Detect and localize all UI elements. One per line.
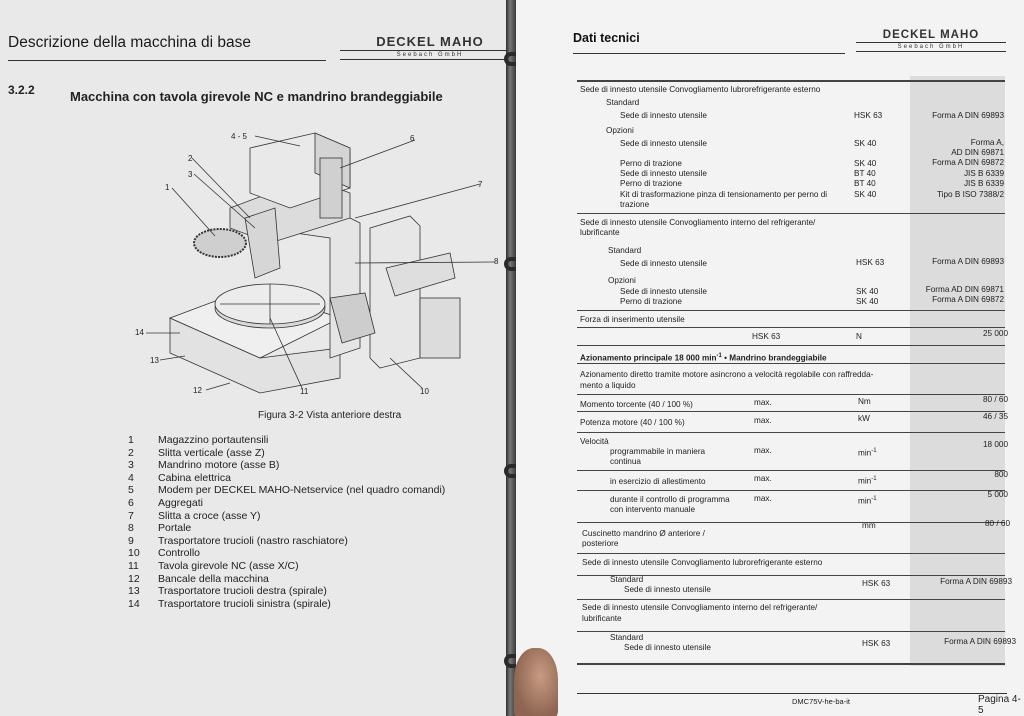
spec-item: Momento torcente (40 / 100 %) bbox=[580, 400, 693, 409]
legend-text: Portale bbox=[158, 522, 192, 535]
legend-row bbox=[128, 472, 445, 485]
legend-num: 13 bbox=[128, 585, 140, 598]
spec-text: Azionamento diretto tramite motore asincrono a velocità regolabile con raffredda- bbox=[580, 370, 874, 379]
legend-text: Slitta a croce (asse Y) bbox=[158, 509, 261, 522]
table-rule bbox=[577, 80, 1005, 82]
section-title: Macchina con tavola girevole NC e mandrino brandeggiabile bbox=[70, 89, 443, 104]
legend-row bbox=[128, 598, 445, 611]
spec-unit: mm bbox=[862, 521, 876, 530]
legend-row bbox=[128, 434, 445, 447]
legend-num: 8 bbox=[128, 522, 134, 535]
spec-unit-min bbox=[858, 446, 877, 459]
spec-item: Kit di trasformazione pinza di tensionamento per perno di bbox=[620, 190, 828, 199]
logo-sub-text: Seebach GmbH bbox=[856, 42, 1006, 52]
spec-label: Standard bbox=[610, 633, 644, 642]
legend-row bbox=[128, 510, 445, 523]
spec-item: posteriore bbox=[582, 539, 619, 548]
spec-unit-min bbox=[858, 474, 877, 487]
legend-text: Modem per DECKEL MAHO-Netservice (nel quadro comandi) bbox=[158, 484, 446, 497]
header-rule bbox=[573, 53, 845, 54]
drive-title-text: Azionamento principale 18 000 min bbox=[580, 353, 717, 363]
legend-text: Controllo bbox=[158, 547, 201, 560]
spec-value: HSK 63 bbox=[856, 258, 885, 267]
table-rule bbox=[577, 432, 1005, 433]
spec-qualifier: max. bbox=[754, 416, 772, 425]
spec-label: Opzioni bbox=[606, 126, 634, 135]
legend-row bbox=[128, 522, 445, 535]
spec-label: Opzioni bbox=[608, 276, 636, 285]
legend-text: Magazzino portautensili bbox=[158, 434, 269, 446]
legend-text: Cabina elettrica bbox=[158, 471, 231, 484]
table-rule bbox=[577, 310, 1005, 311]
spec-qualifier: max. bbox=[754, 474, 772, 483]
table-rule bbox=[577, 631, 1005, 632]
legend-num: 12 bbox=[128, 572, 140, 585]
spec-qualifier: max. bbox=[754, 494, 772, 503]
parts-legend bbox=[128, 434, 445, 610]
spec-value: HSK 63 bbox=[862, 639, 891, 648]
spec-value: BT 40 bbox=[854, 169, 876, 178]
spec-qualifier: max. bbox=[754, 398, 772, 407]
spec-norm: JIS B 6339 bbox=[963, 169, 1004, 178]
table-rule bbox=[577, 470, 1005, 471]
callout-2: 2 bbox=[188, 154, 193, 163]
spec-item: trazione bbox=[620, 200, 650, 209]
table-rule bbox=[577, 553, 1005, 554]
spec-norm: AD DIN 69871 bbox=[951, 148, 1004, 157]
legend-text: Tavola girevole NC (asse X/C) bbox=[158, 559, 299, 572]
legend-row bbox=[128, 484, 445, 497]
table-rule bbox=[577, 411, 1005, 412]
spec-section-title: lubrificante bbox=[582, 614, 622, 623]
spec-item: Sede di innesto utensile bbox=[624, 643, 711, 652]
table-rule bbox=[577, 663, 1005, 665]
callout-13: 13 bbox=[150, 356, 159, 365]
callout-12: 12 bbox=[193, 386, 202, 395]
legend-text: Slitta verticale (asse Z) bbox=[158, 446, 265, 459]
spec-section-title: lubrificante bbox=[580, 228, 620, 237]
spec-number: 80 / 60 bbox=[982, 395, 1008, 404]
callout-14: 14 bbox=[135, 328, 144, 337]
legend-num: 11 bbox=[128, 559, 139, 572]
spec-number: 800 bbox=[994, 470, 1008, 479]
footer-rule bbox=[577, 693, 1007, 694]
spec-item: Sede di innesto utensile bbox=[620, 139, 707, 148]
unit-text: min bbox=[858, 476, 872, 486]
spec-text: mento a liquido bbox=[580, 381, 636, 390]
machine-drawing bbox=[110, 118, 510, 408]
spec-number: 18 000 bbox=[982, 440, 1008, 449]
callout-8: 8 bbox=[494, 257, 499, 266]
spec-number: 46 / 35 bbox=[982, 412, 1008, 421]
spec-value: HSK 63 bbox=[854, 111, 883, 120]
right-page-header: Dati tecnici bbox=[573, 31, 640, 45]
legend-text: Trasportatore trucioli sinistra (spirale) bbox=[158, 597, 331, 610]
drive-title-sup: -1 bbox=[716, 353, 722, 359]
legend-row bbox=[128, 497, 445, 510]
drive-title-rest: • Mandrino brandeggiabile bbox=[721, 353, 827, 363]
spec-unit-min bbox=[858, 494, 877, 507]
table-rule bbox=[577, 213, 1005, 214]
legend-text: Mandrino motore (asse B) bbox=[158, 459, 280, 472]
spec-label: Standard bbox=[606, 98, 640, 107]
spec-item: continua bbox=[610, 457, 641, 466]
callout-6: 6 bbox=[410, 134, 415, 143]
spec-value: SK 40 bbox=[854, 190, 877, 199]
spec-label: Standard bbox=[608, 246, 642, 255]
spec-value: HSK 63 bbox=[862, 579, 891, 588]
legend-num: 14 bbox=[128, 597, 140, 610]
spec-item: Sede di innesto utensile bbox=[620, 169, 707, 178]
legend-num: 10 bbox=[128, 547, 140, 560]
spec-item: Potenza motore (40 / 100 %) bbox=[580, 418, 685, 427]
legend-text: Trasportatore trucioli (nastro raschiatore) bbox=[158, 534, 348, 547]
spec-section-title: Sede di innesto utensile Convogliamento lubrorefrigerante esterno bbox=[582, 558, 823, 567]
footer-document-code: DMC75V-he-ba-it bbox=[792, 697, 850, 706]
spec-item: Sede di innesto utensile bbox=[624, 585, 711, 594]
spec-section-title: Forza di inserimento utensile bbox=[580, 315, 685, 324]
legend-row bbox=[128, 573, 445, 586]
legend-text: Trasportatore trucioli destra (spirale) bbox=[158, 585, 327, 598]
spec-number: 80 / 60 bbox=[984, 519, 1010, 528]
legend-num: 3 bbox=[128, 459, 134, 472]
spec-value: SK 40 bbox=[854, 159, 877, 168]
binder-gutter bbox=[506, 0, 516, 716]
spec-unit: N bbox=[856, 332, 862, 341]
logo-main-text: DECKEL MAHO bbox=[882, 29, 980, 41]
deckel-maho-logo-right bbox=[856, 29, 1006, 52]
spec-item: Perno di trazione bbox=[620, 159, 682, 168]
spec-number: 25 000 bbox=[982, 329, 1008, 338]
callout-3: 3 bbox=[188, 170, 193, 179]
spec-item: Sede di innesto utensile bbox=[620, 111, 707, 120]
spec-value: HSK 63 bbox=[752, 332, 781, 341]
legend-num: 4 bbox=[128, 471, 134, 484]
spec-item: Sede di innesto utensile bbox=[620, 287, 707, 296]
legend-num: 6 bbox=[128, 496, 134, 509]
logo-sub-text: Seebach GmbH bbox=[340, 50, 520, 60]
legend-text: Bancale della macchina bbox=[158, 572, 269, 585]
logo-main-text: DECKEL MAHO bbox=[376, 34, 484, 49]
figure-caption: Figura 3-2 Vista anteriore destra bbox=[258, 410, 402, 421]
spec-item: con intervento manuale bbox=[610, 505, 696, 514]
callout-1: 1 bbox=[165, 183, 170, 192]
spec-norm: Forma A DIN 69872 bbox=[932, 158, 1004, 167]
unit-sup: -1 bbox=[871, 448, 877, 454]
spec-value: SK 40 bbox=[856, 287, 879, 296]
spec-item: programmabile in maniera bbox=[610, 447, 706, 456]
spec-norm: Forma A DIN 69872 bbox=[932, 295, 1004, 304]
spec-value: SK 40 bbox=[856, 297, 879, 306]
legend-num: 5 bbox=[128, 484, 134, 497]
section-number: 3.2.2 bbox=[8, 83, 35, 97]
legend-num: 2 bbox=[128, 446, 134, 459]
table-rule bbox=[577, 345, 1005, 346]
table-rule bbox=[577, 522, 1005, 523]
footer-page-number: Pagina 4-5 bbox=[978, 694, 1021, 716]
spec-norm: Forma A DIN 69893 bbox=[932, 257, 1004, 266]
legend-num: 9 bbox=[128, 534, 134, 547]
spec-section-title: Sede di innesto utensile Convogliamento interno del refrigerante/ bbox=[580, 218, 816, 227]
legend-text: Aggregati bbox=[158, 496, 203, 509]
spec-section-title: Sede di innesto utensile Convogliamento lubrorefrigerante esterno bbox=[580, 85, 821, 94]
callout-4-5: 4 - 5 bbox=[231, 132, 248, 141]
spec-norm: Tipo B ISO 7388/2 bbox=[936, 190, 1004, 199]
spec-item: in esercizio di allestimento bbox=[610, 477, 706, 486]
left-page-header: Descrizione della macchina di base bbox=[8, 34, 251, 51]
legend-row bbox=[128, 560, 445, 573]
callout-10: 10 bbox=[420, 387, 429, 396]
spec-value: BT 40 bbox=[854, 179, 876, 188]
table-rule bbox=[577, 394, 1005, 395]
unit-text: min bbox=[858, 496, 872, 506]
legend-row bbox=[128, 585, 445, 598]
unit-text: min bbox=[858, 448, 872, 458]
spec-item: durante il controllo di programma bbox=[610, 495, 730, 504]
spec-qualifier: max. bbox=[754, 446, 772, 455]
legend-row bbox=[128, 547, 445, 560]
spec-norm: Forma A DIN 69893 bbox=[940, 577, 1012, 586]
callout-11: 11 bbox=[300, 387, 309, 396]
legend-row bbox=[128, 447, 445, 460]
unit-sup: -1 bbox=[871, 476, 877, 482]
spec-item: Perno di trazione bbox=[620, 297, 682, 306]
table-rule bbox=[577, 327, 1005, 328]
drive-title bbox=[580, 351, 827, 364]
legend-row bbox=[128, 535, 445, 548]
spec-unit: kW bbox=[858, 414, 870, 423]
legend-row bbox=[128, 459, 445, 472]
spec-value: SK 40 bbox=[854, 139, 877, 148]
spec-norm: Forma A DIN 69893 bbox=[944, 637, 1016, 646]
spec-norm: JIS B 6339 bbox=[963, 179, 1004, 188]
unit-sup: -1 bbox=[871, 496, 877, 502]
spec-number: 5 000 bbox=[987, 490, 1008, 499]
spec-unit: Nm bbox=[858, 397, 871, 406]
spec-norm: Forma A, bbox=[970, 138, 1004, 147]
table-rule bbox=[577, 490, 1005, 491]
spec-norm: Forma AD DIN 69871 bbox=[925, 285, 1004, 294]
header-rule bbox=[8, 60, 326, 61]
legend-num: 1 bbox=[128, 434, 134, 446]
callout-7: 7 bbox=[478, 180, 483, 189]
spec-item: Perno di trazione bbox=[620, 179, 682, 188]
thumb-finger bbox=[514, 648, 558, 716]
deckel-maho-logo-left bbox=[340, 34, 520, 60]
legend-num: 7 bbox=[128, 509, 134, 522]
spec-item: Cuscinetto mandrino Ø anteriore / bbox=[582, 529, 705, 538]
table-rule bbox=[577, 599, 1005, 600]
spec-label: Standard bbox=[610, 575, 644, 584]
spec-item: Sede di innesto utensile bbox=[620, 259, 707, 268]
spec-section-title: Sede di innesto utensile Convogliamento interno del refrigerante/ bbox=[582, 603, 818, 612]
spec-norm: Forma A DIN 69893 bbox=[932, 111, 1004, 120]
spec-item: Velocità bbox=[580, 437, 609, 446]
